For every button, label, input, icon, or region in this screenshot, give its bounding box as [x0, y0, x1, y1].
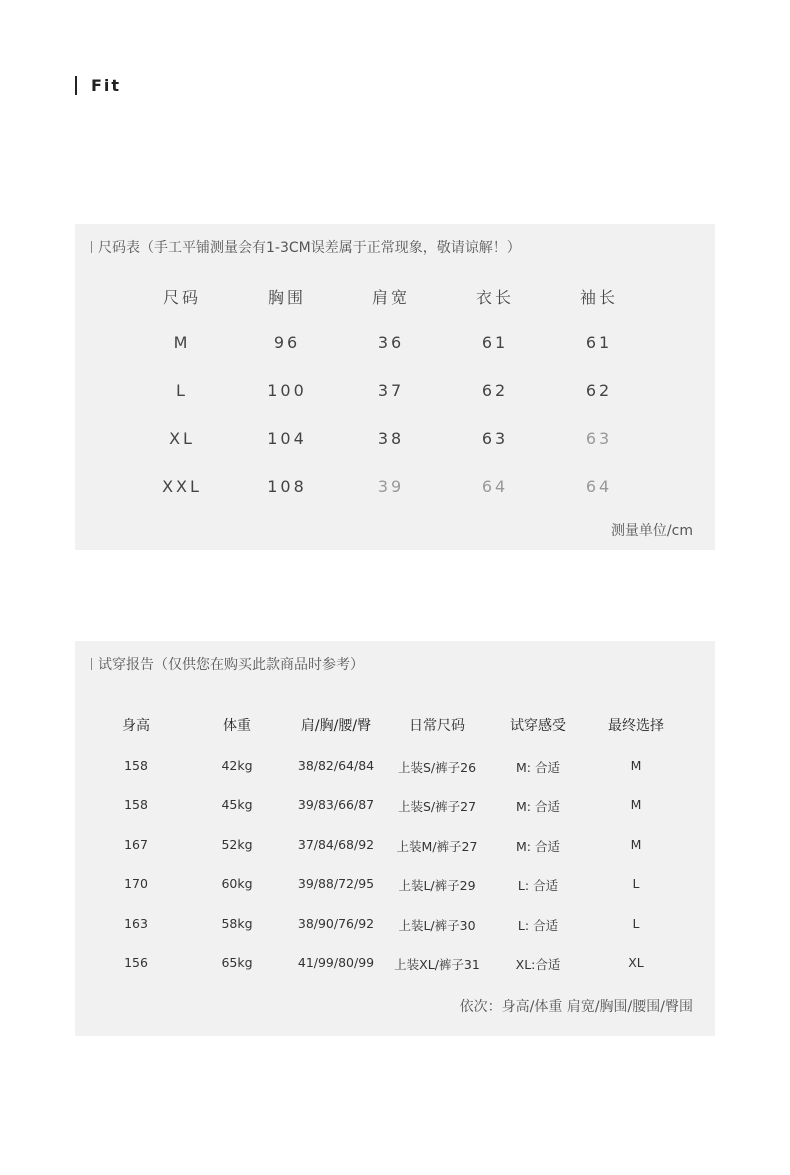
report-table-cell: 158 [124, 797, 148, 812]
report-table-cell: 45kg [221, 797, 253, 812]
fit-header [75, 75, 121, 95]
size-table-cell: 63 [481, 429, 509, 448]
report-col-header: 最终选择 [608, 718, 664, 734]
size-table-cell: 100 [267, 381, 307, 400]
report-table-cell: 39/88/72/95 [297, 876, 375, 891]
report-table-cell: 41/99/80/99 [297, 955, 375, 970]
report-table-cell: 163 [124, 916, 148, 931]
report-table-cell: XL [628, 955, 644, 970]
size-table-cell: XXL [162, 477, 202, 496]
report-table-cell: 170 [124, 876, 148, 891]
report-table-cell: 167 [124, 837, 148, 852]
report-col-header: 身高 [122, 718, 150, 734]
size-table-cell: 96 [273, 333, 301, 352]
size-table-cell: 108 [267, 477, 307, 496]
report-table-cell: L: 合适 [517, 878, 559, 893]
report-table-cell: 158 [124, 758, 148, 773]
size-table-cell: M [173, 333, 191, 352]
fit-report-panel [75, 641, 715, 1036]
size-table-cell: 39 [377, 477, 405, 496]
size-table-cell: XL [169, 429, 195, 448]
caption-accent-bar [91, 658, 92, 670]
report-table-cell: 上装L/裤子30 [398, 918, 476, 933]
report-table-cell: 60kg [221, 876, 253, 891]
size-table-cell: 64 [585, 477, 613, 496]
report-table-cell: 156 [124, 955, 148, 970]
fit-report-caption-text: 试穿报告（仅供您在购买此款商品时参考） [98, 657, 364, 673]
report-table-cell: 58kg [221, 916, 253, 931]
size-col-header: 肩宽 [371, 288, 411, 307]
report-table-cell: M: 合适 [516, 839, 560, 854]
size-col-header: 衣长 [475, 288, 515, 307]
report-table-cell: M [630, 758, 642, 773]
report-table-cell: 上装M/裤子27 [396, 839, 478, 854]
size-table-cell: 61 [481, 333, 509, 352]
unit-note: 测量单位/cm [610, 523, 693, 539]
report-table-cell: 42kg [221, 758, 253, 773]
size-chart-panel [75, 224, 715, 550]
order-note: 依次：身高/体重 肩宽/胸围/腰围/臀围 [459, 999, 693, 1015]
report-table-cell: 38/82/64/84 [297, 758, 375, 773]
report-table-cell: 39/83/66/87 [297, 797, 375, 812]
report-table-cell: M [630, 797, 642, 812]
size-table-cell: 62 [585, 381, 613, 400]
size-table-cell: 38 [377, 429, 405, 448]
report-col-header: 肩/胸/腰/臀 [300, 718, 372, 734]
report-table-cell: 38/90/76/92 [297, 916, 375, 931]
report-table-cell: 37/84/68/92 [297, 837, 375, 852]
report-table-cell: L: 合适 [517, 918, 559, 933]
report-table-cell: 上装S/裤子27 [397, 799, 477, 814]
report-table-cell: 上装L/裤子29 [398, 878, 476, 893]
report-table-cell: M: 合适 [516, 760, 560, 775]
report-table-cell: 65kg [221, 955, 253, 970]
size-col-header: 胸围 [267, 288, 307, 307]
size-table-cell: 64 [481, 477, 509, 496]
page-title: Fit [91, 75, 122, 95]
size-table-cell: 104 [267, 429, 307, 448]
size-chart-caption-text: 尺码表（手工平铺测量会有1-3CM误差属于正常现象，敬请谅解！） [98, 240, 521, 256]
size-col-header: 袖长 [579, 288, 619, 307]
report-col-header: 试穿感受 [510, 718, 566, 734]
report-table-cell: 上装XL/裤子31 [394, 957, 480, 972]
report-table-cell: 上装S/裤子26 [397, 760, 477, 775]
report-col-header: 体重 [223, 718, 251, 734]
size-table-cell: 37 [377, 381, 405, 400]
report-table-cell: XL:合适 [515, 957, 561, 972]
size-col-header: 尺码 [162, 288, 202, 307]
title-accent-bar [75, 76, 77, 95]
fit-report-caption [91, 654, 364, 674]
report-table-cell: 52kg [221, 837, 253, 852]
report-col-header: 日常尺码 [409, 718, 465, 734]
size-table-cell: L [176, 381, 188, 400]
size-table-cell: 36 [377, 333, 405, 352]
size-table-cell: 62 [481, 381, 509, 400]
caption-accent-bar [91, 241, 92, 253]
size-chart-caption [91, 237, 521, 257]
size-table-cell: 63 [585, 429, 613, 448]
size-table-cell: 61 [585, 333, 613, 352]
report-table-cell: M: 合适 [516, 799, 560, 814]
report-table-cell: L [632, 876, 640, 891]
report-table-cell: L [632, 916, 640, 931]
report-table-cell: M [630, 837, 642, 852]
